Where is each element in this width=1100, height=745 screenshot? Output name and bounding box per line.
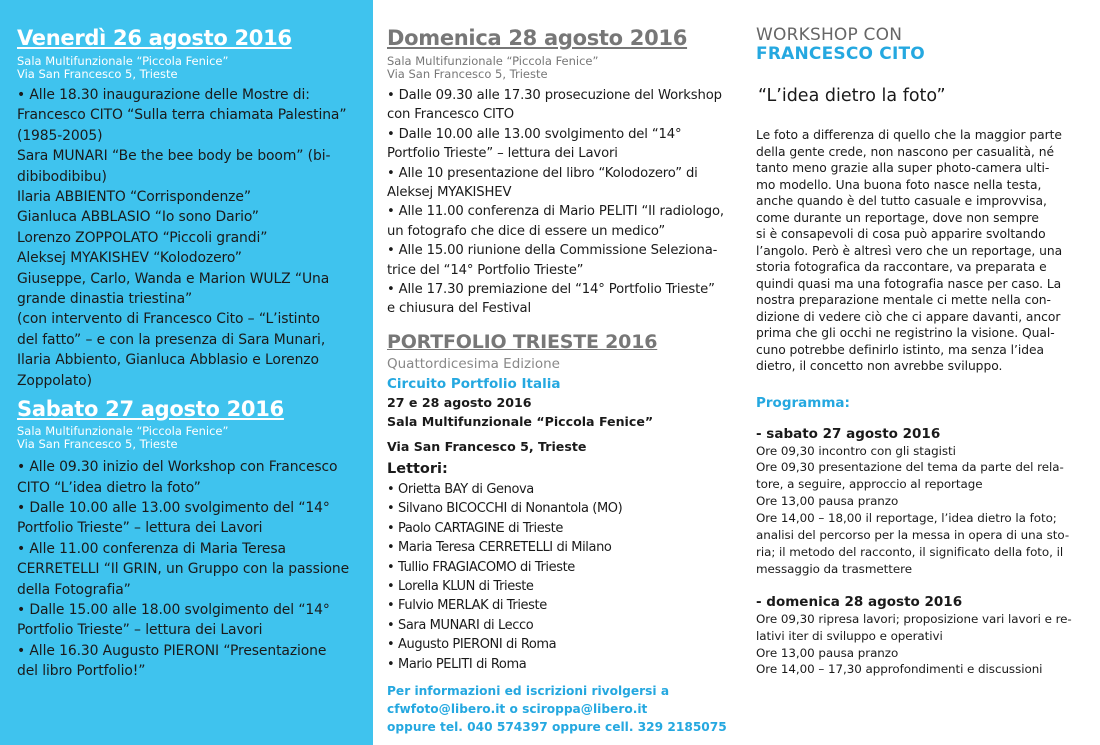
workshop-title: WORKSHOP CON — [756, 25, 903, 45]
schedule-line: (1985-2005) — [17, 127, 103, 144]
program-saturday-title: - sabato 27 agosto 2016 — [756, 425, 941, 442]
schedule-line: • Alle 18.30 inaugurazione delle Mostre di: — [17, 87, 310, 103]
schedule-line: • Dalle 10.00 alle 13.00 svolgimento del “14° — [387, 126, 682, 142]
schedule-line: Sara MUNARI “Be the bee body be boom” (bi- — [17, 148, 331, 165]
program-line: Ore 09,30 ripresa lavori; proposizione vari lavori e re- — [756, 611, 1072, 626]
paragraph-line: Le foto a differenza di quello che la maggior parte — [756, 128, 1062, 142]
list-item: • Silvano BICOCCHI di Nonantola (MO) — [387, 501, 623, 517]
middle-panel — [373, 0, 740, 745]
venue-name: Sala Multifunzionale “Piccola Fenice” — [17, 424, 229, 439]
program-line: analisi del percorso per la messa in opera di una sto- — [756, 528, 1070, 543]
program-line: lativi iter di sviluppo e operativi — [756, 628, 943, 643]
schedule-line: CITO “L’idea dietro la foto” — [17, 479, 201, 496]
paragraph-line: della gente crede, non nascono per casualità, né — [756, 144, 1055, 159]
paragraph-line: cuno potrebbe definirlo istinto, ma senza l’idea — [756, 342, 1044, 357]
paragraph-line: come durante un reportage, dove non sempre — [756, 210, 1039, 225]
list-item: • Sara MUNARI di Lecco — [387, 617, 534, 633]
portfolio-venue: Sala Multifunzionale “Piccola Fenice” — [387, 413, 654, 429]
paragraph-line: mo modello. Una buona foto nasce nella testa, — [756, 177, 1042, 192]
schedule-line: • Alle 15.00 riunione della Commissione Seleziona- — [387, 243, 718, 259]
schedule-line: • Alle 10 presentazione del libro “Kolodozero” di — [387, 165, 698, 181]
schedule-line: • Alle 11.00 conferenza di Mario PELITI “Il radiologo, — [387, 204, 724, 220]
paragraph-line: quindi quasi ma una fotografia nasce per caso. La — [756, 276, 1062, 291]
email-line: cfwfoto@libero.it o sciroppa@libero.it — [387, 701, 648, 716]
list-item: • Paolo CARTAGINE di Trieste — [387, 520, 563, 536]
workshop-quote: “L’idea dietro la foto” — [758, 86, 946, 106]
lettori-label: Lettori: — [387, 460, 448, 477]
paragraph-line: nostra preparazione mentale ci mette nella con- — [756, 293, 1051, 307]
schedule-line: Aleksej MYAKISHEV — [387, 185, 512, 201]
contact-info — [387, 682, 730, 736]
schedule-line: con Francesco CITO — [387, 107, 514, 123]
friday-schedule — [17, 85, 353, 391]
day-title-saturday: Sabato 27 agosto 2016 — [17, 397, 284, 422]
schedule-line: • Alle 09.30 inizio del Workshop con Francesco — [17, 459, 338, 476]
schedule-line: grande dinastia triestina” — [17, 291, 193, 308]
schedule-line: Zoppolato) — [17, 372, 92, 389]
schedule-line: • Alle 11.00 conferenza di Maria Teresa — [17, 540, 286, 557]
portfolio-address: Via San Francesco 5, Trieste — [387, 438, 587, 454]
schedule-line: • Dalle 09.30 alle 17.30 prosecuzione del Workshop — [387, 88, 722, 103]
schedule-line: Ilaria ABBIENTO “Corrispondenze” — [17, 189, 251, 206]
paragraph-line: dietro, il concetto non avrebbe sviluppo. — [756, 359, 1003, 373]
schedule-line: • Dalle 15.00 alle 18.00 svolgimento del “14° — [17, 601, 330, 618]
schedule-line: Portfolio Trieste” – lettura dei Lavori — [17, 520, 263, 537]
schedule-line: della Fotografia” — [17, 581, 131, 598]
schedule-line: (con intervento di Francesco Cito – “L’istinto — [17, 311, 320, 328]
right-panel — [740, 0, 1100, 745]
portfolio-title: PORTFOLIO TRIESTE 2016 — [387, 330, 658, 353]
program-sunday-title: - domenica 28 agosto 2016 — [756, 593, 963, 610]
schedule-line: del fatto” – e con la presenza di Sara Munari, — [17, 331, 326, 348]
list-item: • Lorella KLUN di Trieste — [387, 578, 534, 594]
program-line: ria; il metodo del racconto, il significato della foto, il — [756, 544, 1064, 559]
list-item: • Orietta BAY di Genova — [387, 481, 534, 497]
schedule-line: Lorenzo ZOPPOLATO “Piccoli grandi” — [17, 229, 268, 246]
schedule-line: Portfolio Trieste” – lettura dei Lavori — [387, 146, 618, 162]
portfolio-circuit: Circuito Portfolio Italia — [387, 375, 561, 392]
schedule-line: Francesco CITO “Sulla terra chiamata Palestina” — [17, 107, 347, 124]
program-line: Ore 13,00 pausa pranzo — [756, 645, 899, 660]
paragraph-line: storia fotografica da raccontare, va preparata e — [756, 260, 1047, 274]
schedule-line: Aleksej MYAKISHEV “Kolodozero” — [17, 250, 242, 267]
left-panel — [0, 0, 373, 745]
list-item: • Maria Teresa CERRETELLI di Milano — [387, 540, 612, 556]
schedule-line: e chiusura del Festival — [387, 301, 531, 317]
paragraph-line: prima che gli occhi ne registrino la visione. Qual- — [756, 326, 1055, 340]
schedule-line: CERRETELLI “Il GRIN, un Gruppo con la passione — [17, 561, 350, 578]
list-item: • Tullio FRAGIACOMO di Trieste — [387, 559, 575, 575]
portfolio-dates: 27 e 28 agosto 2016 — [387, 394, 532, 410]
schedule-line: • Alle 17.30 premiazione del “14° Portfolio Trieste” — [387, 282, 715, 298]
list-item: • Fulvio MERLAK di Trieste — [387, 598, 547, 614]
paragraph-line: l’angolo. Però è altresì vero che un reportage, una — [756, 243, 1063, 258]
schedule-line: Portfolio Trieste” – lettura dei Lavori — [17, 622, 263, 639]
schedule-line: un fotografo che dice di essere un medico” — [387, 223, 666, 239]
venue-name: Sala Multifunzionale “Piccola Fenice” — [387, 54, 599, 68]
schedule-line: del libro Portfolio!” — [17, 663, 146, 680]
programma-label: Programma: — [756, 394, 850, 411]
paragraph-line: si è consapevoli di cosa può apparire svoltando — [756, 227, 1046, 241]
schedule-line: Gianluca ABBLASIO “Io sono Dario” — [17, 209, 259, 226]
program-line: Ore 13,00 pausa pranzo — [756, 494, 899, 509]
venue-address: Via San Francesco 5, Trieste — [17, 437, 178, 452]
schedule-line: dibibodibibu) — [17, 168, 107, 185]
schedule-line: • Dalle 10.00 alle 13.00 svolgimento del “14° — [17, 499, 330, 516]
info-line: Per informazioni ed iscrizioni rivolgersi a — [387, 683, 670, 698]
program-line: messaggio da trasmettere — [756, 561, 912, 576]
schedule-line: trice del “14° Portfolio Trieste” — [387, 262, 584, 278]
paragraph-line: anche quando è del tutto casuale e improvvisa, — [756, 194, 1047, 208]
workshop-name: FRANCESCO CITO — [756, 44, 925, 64]
program-line: Ore 09,30 presentazione del tema da parte del rela- — [756, 460, 1064, 475]
program-line: Ore 14,00 – 17,30 approfondimenti e discussioni — [756, 662, 1043, 677]
list-item: • Mario PELITI di Roma — [387, 656, 527, 672]
schedule-line: • Alle 16.30 Augusto PIERONI “Presentazione — [17, 642, 327, 659]
program-line: tore, a seguire, approccio al reportage — [756, 477, 983, 492]
program-saturday — [756, 443, 1078, 578]
paragraph-line: tanto meno grazie alla super photo-camera ulti- — [756, 161, 1050, 175]
program-line: Ore 14,00 – 18,00 il reportage, l’idea dietro la foto; — [756, 511, 1057, 526]
program-sunday — [756, 611, 1078, 679]
portfolio-edition: Quattordicesima Edizione — [387, 355, 560, 372]
venue-address: Via San Francesco 5, Trieste — [17, 67, 178, 81]
program-line: Ore 09,30 incontro con gli stagisti — [756, 443, 956, 458]
schedule-line: Ilaria Abbiento, Gianluca Abblasio e Lorenzo — [17, 352, 319, 369]
workshop-description — [756, 127, 1078, 375]
paragraph-line: dizione di vedere ciò che ci appare davanti, ancor — [756, 309, 1061, 324]
venue-address: Via San Francesco 5, Trieste — [387, 67, 548, 81]
lettori-list — [387, 480, 730, 674]
day-title-sunday: Domenica 28 agosto 2016 — [387, 26, 688, 50]
phone-line: oppure tel. 040 574397 oppure cell. 329 2185075 — [387, 719, 727, 734]
saturday-schedule — [17, 457, 353, 681]
schedule-line: Giuseppe, Carlo, Wanda e Marion WULZ “Una — [17, 270, 330, 287]
day-title-friday: Venerdì 26 agosto 2016 — [17, 26, 292, 50]
venue-name: Sala Multifunzionale “Piccola Fenice” — [17, 54, 229, 68]
sunday-schedule — [387, 86, 730, 319]
list-item: • Augusto PIERONI di Roma — [387, 637, 557, 653]
